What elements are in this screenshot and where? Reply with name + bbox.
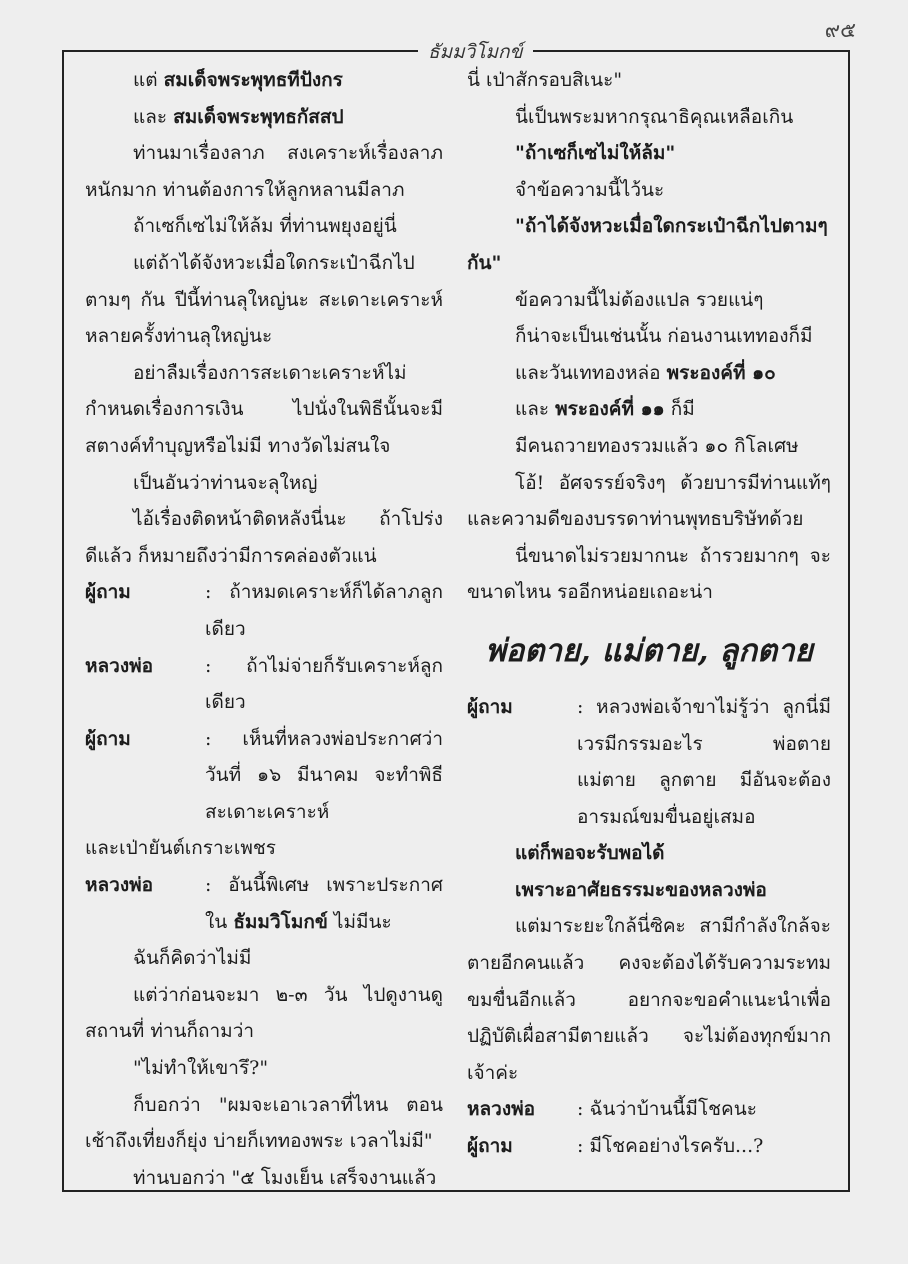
- paragraph: และ พระองค์ที่ ๑๑ ก็มี: [515, 398, 695, 421]
- speaker-label: หลวงพ่อ: [85, 654, 154, 677]
- paragraph: ท่านบอกว่า "๕ โมงเย็น เสร็จงานแล้ว: [133, 1166, 437, 1189]
- paragraph: เพราะอาศัยธรรมะของหลวงพ่อ: [515, 878, 767, 901]
- paragraph: ก็บอกว่า "ผมจะเอาเวลาที่ไหน ตอนเช้าถึงเที่ยงก็ยุ่ง บ่ายก็เททองพระ เวลาไม่มี": [85, 1093, 443, 1153]
- dialog-line: หลวงพ่อ : ฉันว่าบ้านนี้มีโชคนะ: [467, 1091, 831, 1128]
- paragraph: และวันเททองหล่อ พระองค์ที่ ๑๐: [515, 361, 776, 384]
- paragraph: แต่ว่าก่อนจะมา ๒-๓ วัน ไปดูงานดูสถานที่ ท่านก็ถามว่า: [85, 983, 443, 1043]
- right-column: [467, 62, 831, 1165]
- dialog-line: ผู้ถาม : เห็นที่หลวงพ่อประกาศว่า วันที่ ๑๖ มีนาคม จะทำพิธีสะเดาะเคราะห์: [85, 721, 443, 831]
- paragraph: "ไม่ทำให้เขารึ?": [133, 1057, 269, 1080]
- paragraph: "ถ้าเซก็เซไม่ให้ล้ม": [515, 142, 676, 165]
- paragraph: นี่เป็นพระมหากรุณาธิคุณเหลือเกิน: [515, 105, 794, 128]
- paragraph: แต่ก็พอจะรับพอได้: [515, 842, 665, 865]
- dialog-line: หลวงพ่อ : อันนี้พิเศษ เพราะประกาศใน ธัมมวิโมกข์ ไม่มีนะ: [85, 867, 443, 940]
- paragraph: ข้อความนี้ไม่ต้องแปล รวยแน่ๆ: [515, 288, 764, 311]
- paragraph: โอ้! อัศจรรย์จริงๆ ด้วยบารมีท่านแท้ๆ และความดีของบรรดาท่านพุทธบริษัทด้วย: [467, 471, 831, 531]
- left-column: [85, 62, 443, 1196]
- paragraph: จำข้อความนี้ไว้นะ: [515, 178, 665, 201]
- running-header-title: ธัมมวิโมกข์: [418, 37, 533, 67]
- paragraph: นี่ขนาดไม่รวยมากนะ ถ้ารวยมากๆ จะขนาดไหน รออีกหน่อยเถอะน่า: [467, 544, 831, 604]
- paragraph: มีคนถวายทองรวมแล้ว ๑๐ กิโลเศษ: [515, 434, 799, 457]
- speaker-label: ผู้ถาม: [467, 1135, 513, 1158]
- speaker-label: ผู้ถาม: [85, 581, 131, 604]
- dialog-line: ผู้ถาม : มีโชคอย่างไรครับ...?: [467, 1128, 831, 1165]
- paragraph: อย่าลืมเรื่องการสะเดาะเคราะห์ไม่กำหนดเรื่องการเงิน ไปนั่งในพิธีนั้นจะมีสตางค์ทำบุญหรือไม่มี ทางวัดไม่สนใจ: [85, 361, 443, 457]
- paragraph: "ถ้าได้จังหวะเมื่อใดกระเป๋าฉีกไปตามๆ กัน": [467, 215, 828, 274]
- speaker-label: หลวงพ่อ: [467, 1098, 536, 1121]
- paragraph: แต่ถ้าได้จังหวะเมื่อใดกระเป๋าฉีกไปตามๆ กัน ปีนี้ท่านลุใหญ่นะ สะเดาะเคราะห์หลายครั้งท่านลุใหญ่นะ: [85, 251, 443, 348]
- paragraph: ถ้าเซก็เซไม่ให้ล้ม ที่ท่านพยุงอยู่นี่: [133, 215, 397, 238]
- speaker-label: หลวงพ่อ: [85, 874, 154, 897]
- section-title: พ่อตาย, แม่ตาย, ลูกตาย: [485, 632, 813, 669]
- dialog-line: หลวงพ่อ : ถ้าไม่จ่ายก็รับเคราะห์ลูกเดียว: [85, 648, 443, 721]
- speaker-label: ผู้ถาม: [85, 727, 131, 750]
- paragraph: ท่านมาเรื่องลาภ สงเคราะห์เรื่องลาภหนักมาก ท่านต้องการให้ลูกหลานมีลาภ: [85, 142, 443, 201]
- dialog-line: ผู้ถาม : ถ้าหมดเคราะห์ก็ได้ลาภลูกเดียว: [85, 574, 443, 647]
- paragraph: แต่ สมเด็จพระพุทธทีปังกร: [133, 69, 343, 91]
- paragraph: และ สมเด็จพระพุทธกัสสป: [133, 105, 344, 128]
- paragraph: ฉันก็คิดว่าไม่มี: [133, 947, 252, 970]
- page-number: ๙๕: [824, 18, 856, 42]
- paragraph: แต่มาระยะใกล้นี่ซิคะ สามีกำลังใกล้จะตายอีกคนแล้ว คงจะต้องได้รับความระทมขมขื่นอีกแล้ว อยากจะขอคำแนะนำเพื่อปฏิบัติเผื่อสามีตายแล้ว จะไม่ต้องทุกข์มากเจ้าค่ะ: [467, 915, 831, 1084]
- paragraph: และเป่ายันต์เกราะเพชร: [85, 837, 276, 860]
- paragraph: เป็นอันว่าท่านจะลุใหญ่: [133, 471, 318, 494]
- paragraph: ไอ้เรื่องติดหน้าติดหลังนี่นะ ถ้าโปร่งดีแล้ว ก็หมายถึงว่ามีการคล่องตัวแน่: [85, 508, 443, 567]
- speaker-label: ผู้ถาม: [467, 695, 513, 718]
- paragraph: นี่ เป่าสักรอบสิเนะ": [467, 69, 623, 91]
- paragraph: ก็น่าจะเป็นเช่นนั้น ก่อนงานเททองก็มี: [515, 325, 813, 348]
- dialog-line: ผู้ถาม : หลวงพ่อเจ้าขาไม่รู้ว่า ลูกนี่มีเวรมีกรรมอะไร พ่อตาย แม่ตาย ลูกตาย มีอันจะต้องอารมณ์ขมขื่นอยู่เสมอ: [467, 689, 831, 835]
